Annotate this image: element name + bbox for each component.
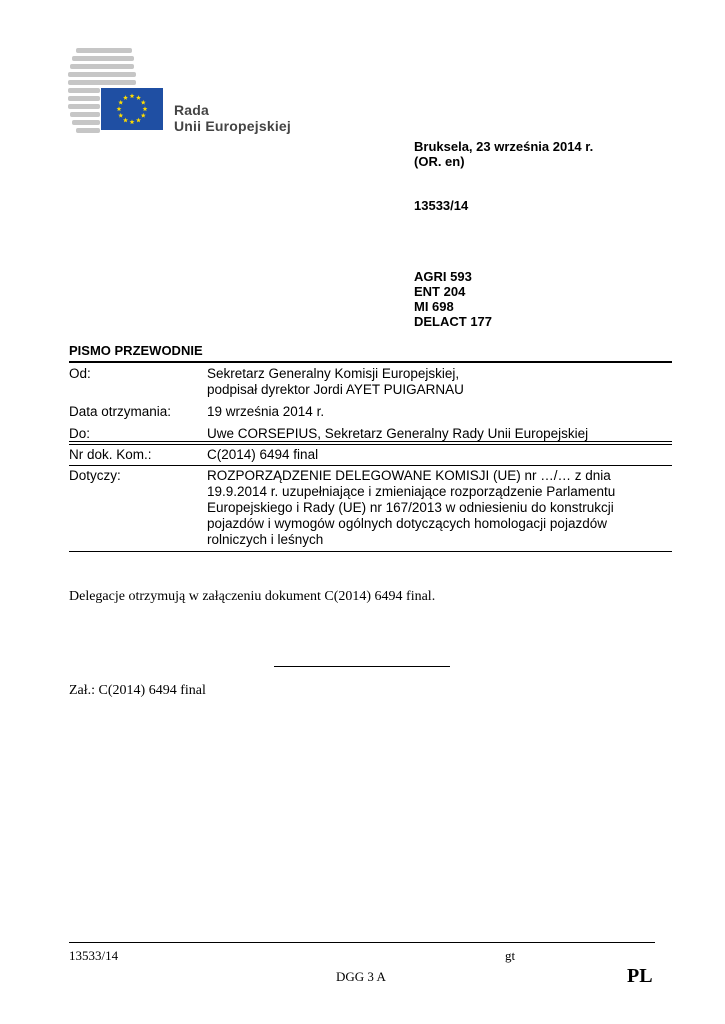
table-row-from: [69, 364, 672, 400]
eu-star-icon: [123, 118, 128, 123]
eu-star-icon: [118, 100, 123, 105]
to-value: Uwe CORSEPIUS, Sekretarz Generalny Rady Unii Europejskiej: [207, 426, 589, 441]
eu-star-icon: [136, 118, 141, 123]
to-label: Do:: [69, 426, 91, 441]
code-item: AGRI 593: [414, 269, 472, 284]
date-block: [414, 139, 593, 169]
subject-label: Dotyczy:: [69, 468, 121, 483]
eu-star-icon: [130, 93, 135, 98]
logo-text: [174, 102, 291, 134]
date-received-label: Data otrzymania:: [69, 404, 172, 419]
footer-department: DGG 3 A: [336, 969, 386, 984]
code-item: DELACT 177: [414, 314, 493, 329]
subject-line: ROZPORZĄDZENIE DELEGOWANE KOMISJI (UE) nr …/… z dnia: [207, 468, 611, 483]
eu-star-icon: [141, 113, 146, 118]
footer-language: PL: [627, 965, 653, 987]
body-paragraph: Delegacje otrzymują w załączeniu dokument C(2014) 6494 final.: [69, 589, 436, 604]
eu-star-icon: [130, 119, 135, 124]
eu-flag-icon: [101, 88, 163, 130]
eu-star-icon: [136, 95, 141, 100]
from-value-line: podpisał dyrektor Jordi AYET PUIGARNAU: [207, 382, 464, 397]
footer-initials: gt: [505, 948, 516, 963]
eu-star-icon: [143, 106, 148, 111]
subject-line: pojazdów i wymogów ogólnych dotyczących homologacji pojazdów: [207, 516, 607, 531]
code-item: MI 698: [414, 299, 454, 314]
subject-line: rolniczych i leśnych: [207, 532, 324, 547]
code-item: ENT 204: [414, 284, 466, 299]
eu-star-icon: [117, 106, 122, 111]
footer-doc-number: 13533/14: [69, 948, 119, 963]
original-language: (OR. en): [414, 154, 465, 169]
from-value-line: Sekretarz Generalny Komisji Europejskiej,: [207, 366, 460, 381]
interinstitutional-codes: [414, 269, 492, 329]
table-row-commission-doc: [69, 445, 672, 466]
commission-doc-value: C(2014) 6494 final: [207, 447, 319, 462]
council-logo: [68, 48, 308, 134]
logo-line-1: Rada: [174, 102, 210, 118]
eu-star-icon: [141, 100, 146, 105]
attachment-note: Zał.: C(2014) 6494 final: [69, 683, 206, 698]
footer-rule: [69, 942, 655, 943]
from-value: [207, 366, 672, 398]
title-rule: [69, 361, 672, 363]
eu-star-icon: [123, 95, 128, 100]
table-row-subject: [69, 466, 672, 552]
table-row-date: [69, 400, 672, 422]
date-line: Bruksela, 23 września 2014 r.: [414, 139, 594, 154]
date-received-value: 19 września 2014 r.: [207, 404, 325, 419]
commission-doc-label: Nr dok. Kom.:: [69, 447, 152, 462]
document-number: 13533/14: [414, 198, 469, 213]
from-label: Od:: [69, 366, 91, 381]
separator-line: [274, 666, 450, 667]
subject-line: Europejskiego i Rady (UE) nr 167/2013 w odniesieniu do konstrukcji: [207, 500, 614, 515]
subject-value: [207, 468, 672, 548]
logo-line-2: Unii Europejskiej: [174, 118, 291, 134]
document-title: PISMO PRZEWODNIE: [69, 343, 203, 358]
eu-star-icon: [118, 113, 123, 118]
to-rule-top: [69, 441, 672, 442]
transmittal-table: [69, 364, 672, 552]
subject-line: 19.9.2014 r. uzupełniające i zmieniające rozporządzenie Parlamentu: [207, 484, 616, 499]
